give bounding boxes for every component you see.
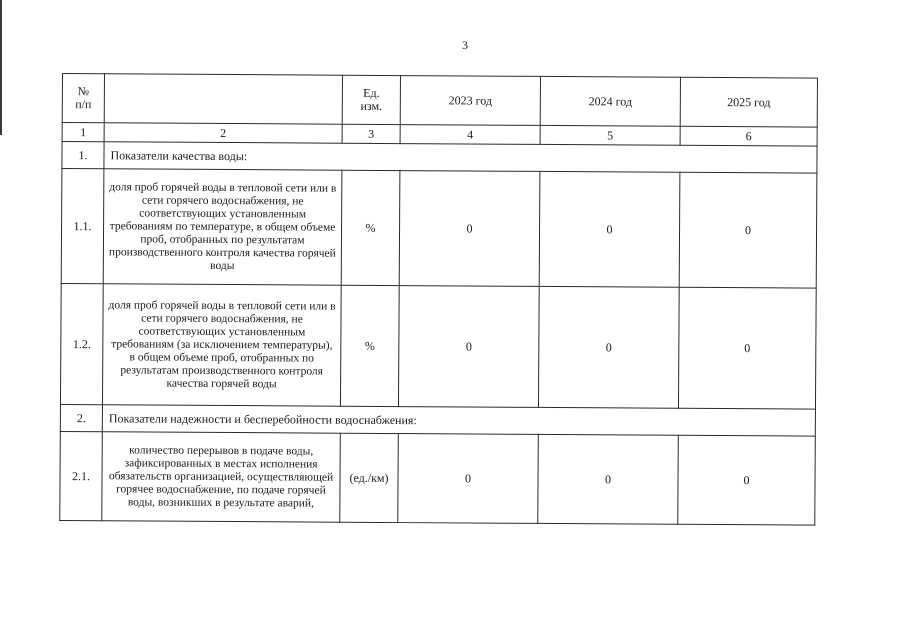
value-2025: 0 [679, 172, 817, 288]
header-2024: 2024 год [540, 76, 680, 126]
table-row [61, 169, 817, 289]
col-number: 2 [104, 123, 342, 143]
table-row [60, 283, 816, 409]
page-number: 3 [462, 38, 468, 52]
scan-edge-mark [0, 0, 2, 135]
header-num: № п/п [62, 74, 104, 123]
header-unit: Ед. изм. [342, 75, 400, 124]
col-number: 1 [62, 123, 104, 142]
document-sheet [59, 73, 817, 526]
col-number: 3 [342, 124, 400, 143]
header-row [62, 74, 817, 128]
row-unit: (ед./км) [340, 433, 399, 522]
section-num: 2. [60, 404, 102, 431]
value-2024: 0 [538, 434, 679, 524]
value-2024: 0 [539, 171, 680, 287]
header-2023: 2023 год [400, 76, 540, 126]
section-title: Показатели надежности и бесперебойности водоснабжения: [102, 405, 815, 436]
value-2023: 0 [398, 434, 539, 524]
value-2023: 0 [399, 171, 540, 287]
section-num: 1. [62, 142, 104, 169]
value-2024: 0 [538, 286, 679, 408]
col-number: 4 [400, 125, 540, 145]
row-description: количество перерывов в подаче воды, зафиксированных в местах исполнения обязательств организацией, осуществляющей горячее водоснабжение, по подаче горячей воды, возникших в результате аварий, [102, 432, 341, 522]
col-number: 5 [540, 125, 680, 145]
indicators-table [59, 73, 818, 526]
row-num: 1.1. [61, 169, 104, 284]
header-2025: 2025 год [680, 77, 817, 127]
row-description: доля проб горячей воды в тепловой сети или в сети горячего водоснабжения, не соответствующих установленным требованиям (за исключением температуры), в общем объеме проб, отобранных по результатам производственного контроля качества горячей воды [102, 284, 341, 406]
section-title: Показатели качества воды: [104, 142, 817, 173]
row-num: 1.2. [60, 283, 103, 404]
row-num: 2.1. [60, 431, 103, 520]
table-row [60, 431, 816, 525]
row-unit: % [341, 170, 400, 285]
header-name [104, 74, 342, 124]
row-description: доля проб горячей воды в тепловой сети или в сети горячего водоснабжения, не соответствующих установленным требованиям по температуре, в общем объеме проб, отобранных по результатам производственного контроля качества горячей воды [103, 169, 342, 285]
row-unit: % [340, 285, 399, 406]
value-2025: 0 [678, 287, 816, 409]
col-number: 6 [680, 126, 817, 146]
value-2023: 0 [398, 286, 539, 408]
value-2025: 0 [678, 435, 816, 525]
